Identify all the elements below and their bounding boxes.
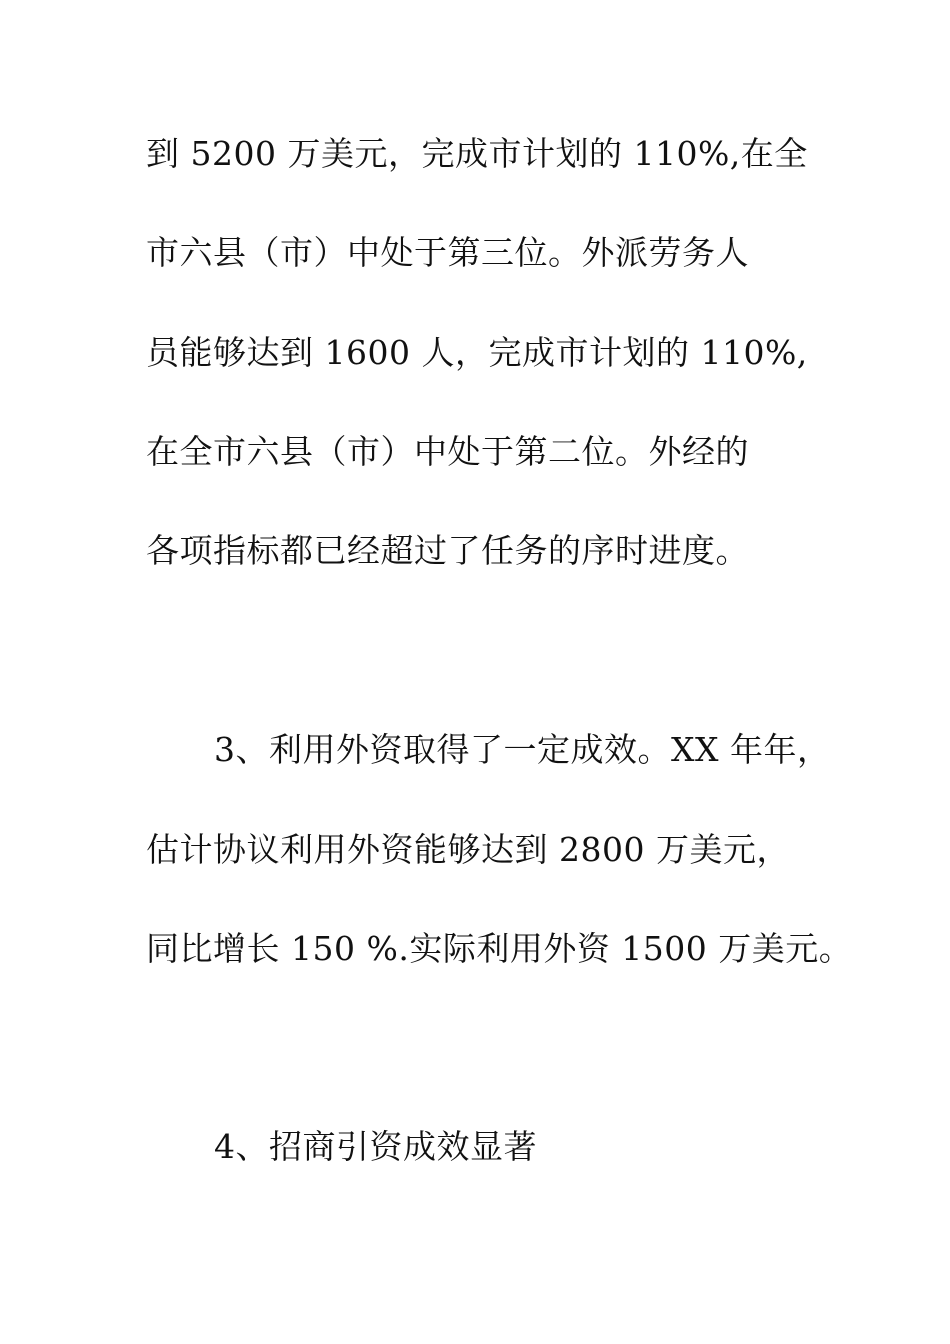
paragraph-2-line-1: 3、利用外资取得了一定成效。XX 年年， (214, 730, 831, 769)
paragraph-1-line-2: 市六县（市）中处于第三位。外派劳务人 (146, 233, 749, 272)
paragraph-1-line-4: 在全市六县（市）中处于第二位。外经的 (146, 432, 749, 471)
paragraph-1-line-1: 到 5200 万美元，完成市计划的 110%,在全 (146, 134, 808, 173)
paragraph-2-line-3: 同比增长 150 %.实际利用外资 1500 万美元。 (146, 929, 853, 968)
paragraph-1-line-3: 员能够达到 1600 人，完成市计划的 110%, (146, 333, 808, 372)
section-4-heading: 4、招商引资成效显著 (214, 1127, 537, 1166)
paragraph-1-line-5: 各项指标都已经超过了任务的序时进度。 (146, 531, 749, 570)
paragraph-2-line-2: 估计协议利用外资能够达到 2800 万美元， (146, 830, 790, 869)
